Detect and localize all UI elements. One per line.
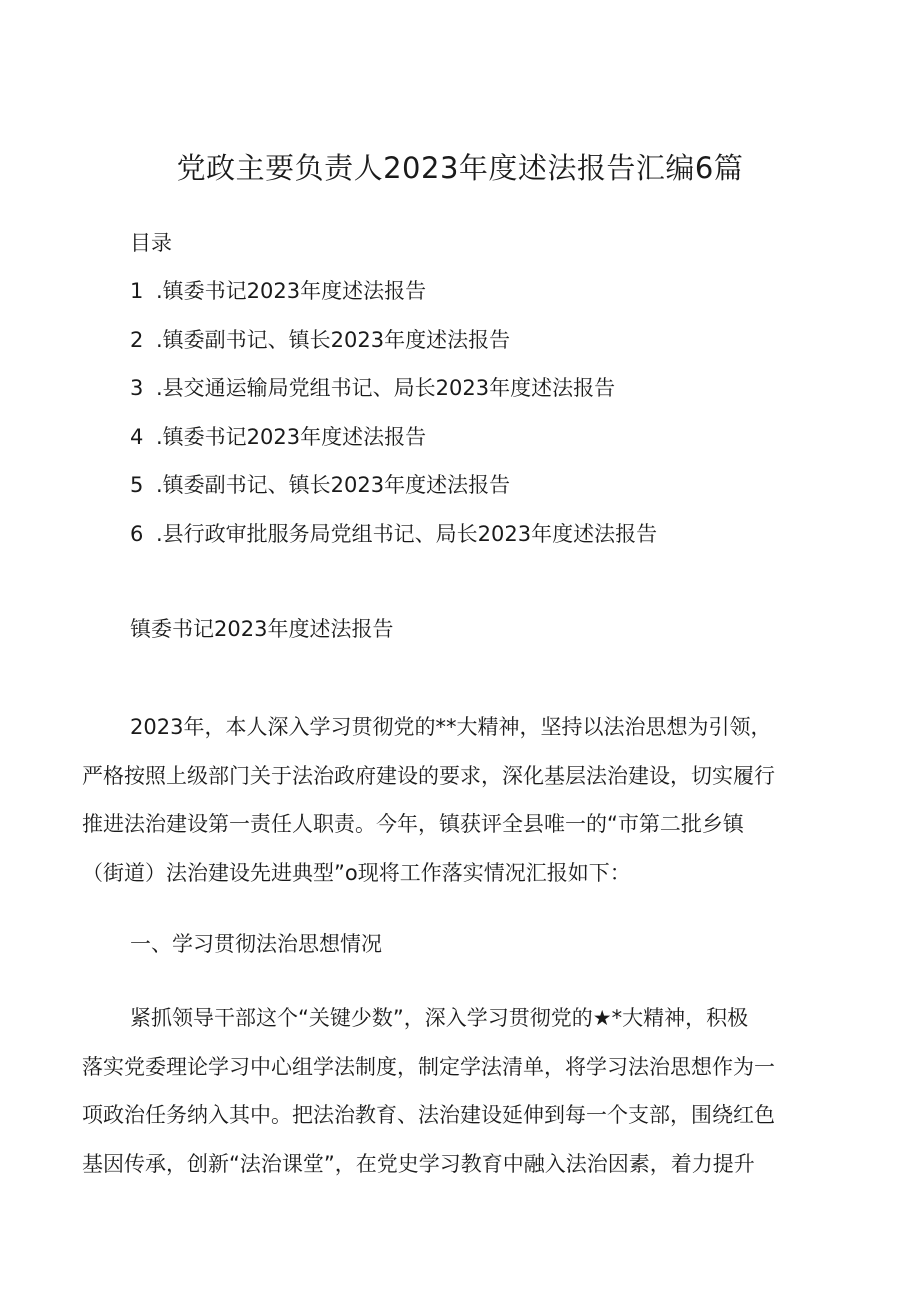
document-title: 党政主要负责人2023年度述法报告汇编6篇 xyxy=(176,151,744,185)
paragraph-line: 紧抓领导干部这个“关键少数”，深入学习贯彻党的★*大精神，积极 xyxy=(130,1006,749,1030)
toc-item-number: 5 xyxy=(130,473,144,497)
toc-item xyxy=(130,371,657,420)
toc-item-text: .镇委书记2023年度述法报告 xyxy=(156,279,427,303)
paragraph-line: 项政治任务纳入其中。把法治教育、法治建设延伸到每一个支部，围绕红色 xyxy=(82,1103,775,1127)
toc-item-text: .县交通运输局党组书记、局长2023年度述法报告 xyxy=(156,376,616,400)
toc-heading: 目录 xyxy=(130,231,172,255)
paragraph-line: 落实党委理论学习中心组学法制度，制定学法清单，将学习法治思想作为一 xyxy=(82,1054,775,1079)
paragraph-line: 2023年，本人深入学习贯彻党的**大精神，坚持以法治思想为引领， xyxy=(130,715,772,739)
toc-item-number: 6 xyxy=(130,521,144,546)
toc-item-text: .镇委书记2023年度述法报告 xyxy=(156,424,427,449)
intro-paragraph xyxy=(82,703,842,897)
toc-item xyxy=(130,274,657,323)
paragraph-line: 基因传承，创新“法治课堂”，在党史学习教育中融入法治因素，着力提升 xyxy=(82,1151,755,1176)
toc-item xyxy=(130,420,657,469)
toc-item-number: 4 xyxy=(130,424,144,449)
table-of-contents xyxy=(130,274,657,565)
toc-item-text: .镇委副书记、镇长2023年度述法报告 xyxy=(156,473,511,497)
paragraph-line: 严格按照上级部门关于法治政府建设的要求，深化基层法治建设，切实履行 xyxy=(82,763,775,788)
toc-item-number: 3 xyxy=(130,376,144,400)
toc-item-text: .镇委副书记、镇长2023年度述法报告 xyxy=(156,327,511,352)
section-heading: 一、学习贯彻法治思想情况 xyxy=(130,932,382,956)
toc-item xyxy=(130,517,657,566)
toc-item-number: 2 xyxy=(130,327,144,352)
section1-paragraph xyxy=(82,994,842,1188)
toc-item-text: .县行政审批服务局党组书记、局长2023年度述法报告 xyxy=(156,521,658,546)
paragraph-line: （街道）法治建设先进典型”o现将工作落实情况汇报如下： xyxy=(82,860,631,885)
paragraph-line: 推进法治建设第一责任人职责。今年，镇获评全县唯一的“市第二批乡镇 xyxy=(82,812,744,836)
article-title: 镇委书记2023年度述法报告 xyxy=(130,617,394,641)
toc-item-number: 1 xyxy=(130,279,144,303)
toc-item xyxy=(130,468,657,517)
toc-item xyxy=(130,323,657,372)
